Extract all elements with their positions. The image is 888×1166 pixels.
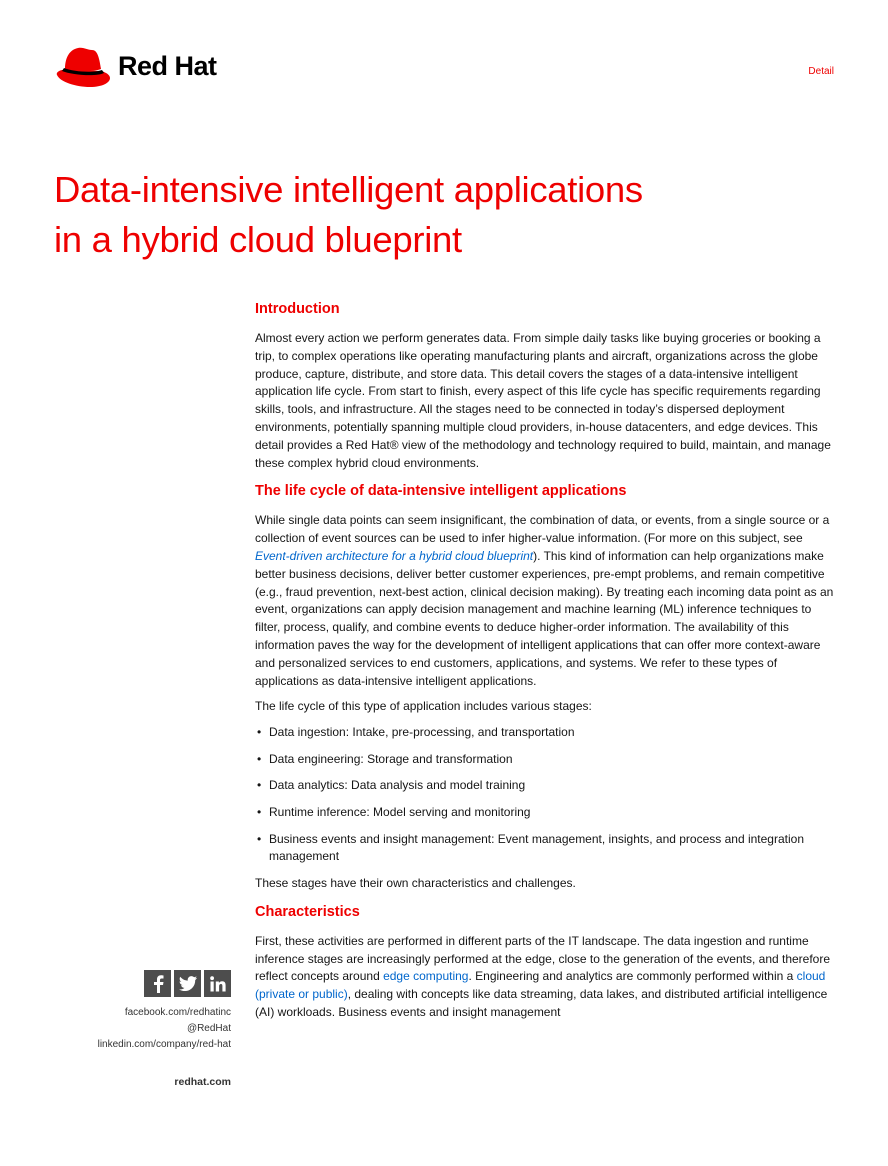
edge-computing-link[interactable]: edge computing bbox=[383, 969, 469, 984]
intro-paragraph: Almost every action we perform generates data. From simple daily tasks like buying groceries or booking a trip, to complex operations like operating manufacturing plants and aircraft, organizations across the globe produce, capture, distribute, and store data. This detail covers the stages of a data-intensive intelligent application life cycle. From start to finish, every aspect of this life cycle has specific requirements regarding skills, tools, and infrastructure. All the stages need to be connected in today’s dispersed deployment environments, potentially spanning multiple cloud providers, in-house datacenters, and edge devices. This detail provides a Red Hat® view of the methodology and technology required to build, maintain, and manage these complex hybrid cloud environments. bbox=[255, 331, 831, 470]
list-item: • Data engineering: Storage and transformation bbox=[255, 751, 835, 769]
title-line-2: in a hybrid cloud blueprint bbox=[54, 219, 462, 260]
lifecycle-heading: The life cycle of data-intensive intelligent applications bbox=[255, 483, 627, 500]
stages-list bbox=[255, 724, 835, 866]
list-item: • Data analytics: Data analysis and model training bbox=[255, 777, 835, 795]
intro-heading: Introduction bbox=[255, 301, 340, 317]
facebook-icon[interactable] bbox=[144, 970, 171, 997]
main-content bbox=[255, 298, 835, 1030]
title-line-1: Data-intensive intelligent applications bbox=[54, 169, 643, 210]
lifecycle-paragraph-2: The life cycle of this type of application includes various stages: bbox=[255, 699, 592, 714]
facebook-url[interactable]: facebook.com/redhatinc bbox=[124, 1007, 231, 1018]
list-item: • Business events and insight management: Event management, insights, and process and integration management bbox=[255, 831, 835, 867]
characteristics-text-b: . Engineering and analytics are commonly performed within a bbox=[468, 969, 797, 984]
eda-blueprint-link[interactable]: Event-driven architecture for a hybrid cloud blueprint bbox=[255, 548, 534, 563]
linkedin-url[interactable]: linkedin.com/company/red-hat bbox=[97, 1039, 231, 1050]
characteristics-text-a: First, these activities are performed in different parts of the IT landscape. The data ingestion and runtime inference stages are increasingly performed at the edge, close to the generation of the events, and therefore reflect concepts around bbox=[255, 933, 831, 984]
twitter-handle[interactable]: @RedHat bbox=[186, 1023, 231, 1034]
social-icons bbox=[54, 970, 231, 997]
twitter-icon[interactable] bbox=[174, 970, 201, 997]
lifecycle-paragraph-3: These stages have their own characteristics and challenges. bbox=[255, 875, 576, 890]
brand-name: Red Hat bbox=[118, 50, 217, 81]
characteristics-paragraph bbox=[255, 933, 835, 1022]
characteristics-text-c: , dealing with concepts like data streaming, data lakes, and distributed artificial intelligence (AI) workloads. Business events and insight management bbox=[255, 987, 828, 1019]
characteristics-heading: Characteristics bbox=[255, 903, 360, 920]
list-item: • Data ingestion: Intake, pre-processing, and transportation bbox=[255, 724, 835, 742]
page-title bbox=[54, 165, 834, 265]
list-item: • Runtime inference: Model serving and monitoring bbox=[255, 804, 835, 822]
lifecycle-paragraph-1 bbox=[255, 512, 835, 690]
cloud-link[interactable]: cloud (private or public) bbox=[255, 969, 826, 1002]
linkedin-icon[interactable] bbox=[204, 970, 231, 997]
red-hat-fedora-icon bbox=[54, 44, 112, 88]
lifecycle-text-before-link: While single data points can seem insignificant, the combination of data, or events, from a single source or a collection of event sources can be used to infer higher-value information. (For more on this subject, see bbox=[255, 513, 830, 546]
document-type-label: Detail bbox=[808, 66, 834, 77]
lifecycle-text-after-link: ). This kind of information can help organizations make better business decisions, deliver better customer experiences, pre-empt problems, and remain competitive (e.g., fraud prevention, next-best action, clinical decision making). By treating each incoming data point as an event, organizations can apply decision management and machine learning (ML) inference techniques to filter, process, qualify, and combine events to deduce higher-order information. The availability of this information paves the way for the development of intelligent applications that can offer more context-aware and personalized services to end customers, applications, and systems. We refer to these types of applications as data-intensive intelligent applications. bbox=[255, 548, 834, 688]
website-url[interactable]: redhat.com bbox=[174, 1076, 231, 1088]
red-hat-logo bbox=[54, 43, 254, 89]
social-sidebar bbox=[54, 970, 231, 1053]
